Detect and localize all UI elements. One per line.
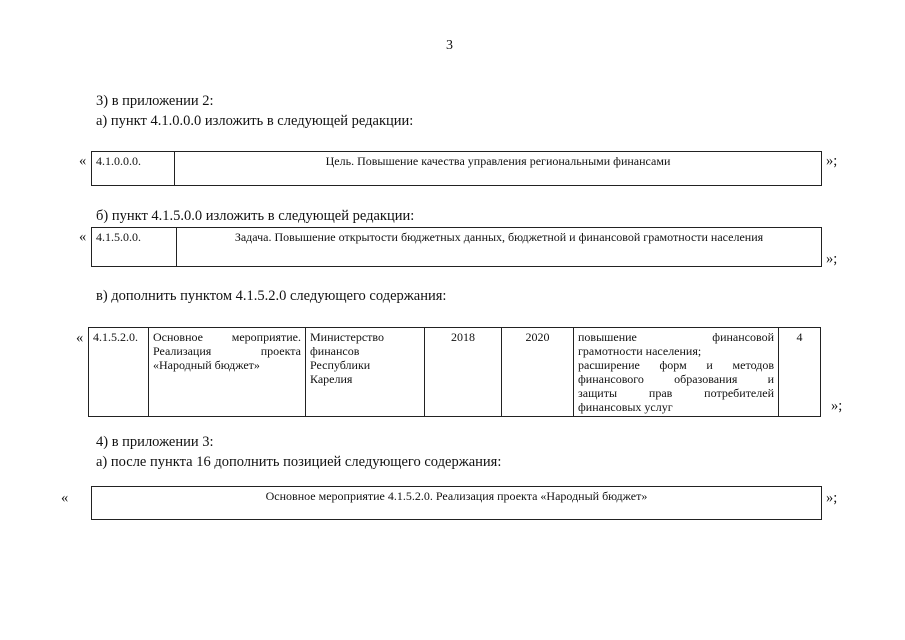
measure-line: Реализация проекта xyxy=(153,344,301,358)
measure-name-cell xyxy=(149,328,306,417)
measure-code-cell: 4.1.5.2.0. xyxy=(89,328,149,417)
result-line: повышение финансовой xyxy=(578,330,774,344)
executor-line: финансов xyxy=(310,344,360,358)
close-quote: »; xyxy=(831,398,843,414)
result-cell xyxy=(574,328,779,417)
result-line: защиты прав потребителей xyxy=(578,386,774,400)
table-goal xyxy=(91,151,822,186)
goal-code-cell: 4.1.0.0.0. xyxy=(92,152,175,186)
section-heading-3: 3) в приложении 2: xyxy=(96,93,214,109)
measure-line: Основное мероприятие. xyxy=(153,330,301,344)
item-a-appendix3-text: а) после пункта 16 дополнить позицией следующего содержания: xyxy=(96,454,502,470)
open-quote: « xyxy=(76,330,84,346)
task-text-cell: Задача. Повышение открытости бюджетных данных, бюджетной и финансовой грамотности населения xyxy=(177,228,822,267)
open-quote: « xyxy=(61,490,69,506)
close-quote: »; xyxy=(826,490,838,506)
item-a-text: а) пункт 4.1.0.0.0 изложить в следующей редакции: xyxy=(96,113,414,129)
item-c-text: в) дополнить пунктом 4.1.5.2.0 следующего содержания: xyxy=(96,288,447,304)
task-code-cell: 4.1.5.0.0. xyxy=(92,228,177,267)
close-quote: »; xyxy=(826,153,838,169)
executor-cell xyxy=(306,328,425,417)
page-number: 3 xyxy=(446,38,453,53)
result-line: грамотности населения; xyxy=(578,344,702,358)
table-task xyxy=(91,227,822,267)
measure-line: «Народный бюджет» xyxy=(153,358,260,372)
result-line: расширение форм и методов xyxy=(578,358,774,372)
result-line: финансовых услуг xyxy=(578,400,673,414)
close-quote: »; xyxy=(826,251,838,267)
open-quote: « xyxy=(79,153,87,169)
result-line: финансового образования и xyxy=(578,372,774,386)
item-b-text: б) пункт 4.1.5.0.0 изложить в следующей редакции: xyxy=(96,208,415,224)
section-heading-4: 4) в приложении 3: xyxy=(96,434,214,450)
executor-line: Министерство xyxy=(310,330,384,344)
executor-line: Республики xyxy=(310,358,371,372)
position-text-cell: Основное мероприятие 4.1.5.2.0. Реализация проекта «Народный бюджет» xyxy=(92,487,822,520)
open-quote: « xyxy=(79,229,87,245)
year-start-cell: 2018 xyxy=(425,328,502,417)
table-measure xyxy=(88,327,821,417)
year-end-cell: 2020 xyxy=(502,328,574,417)
executor-line: Карелия xyxy=(310,372,353,386)
indicator-cell: 4 xyxy=(779,328,821,417)
table-position xyxy=(91,486,822,520)
goal-text-cell: Цель. Повышение качества управления региональными финансами xyxy=(175,152,822,186)
